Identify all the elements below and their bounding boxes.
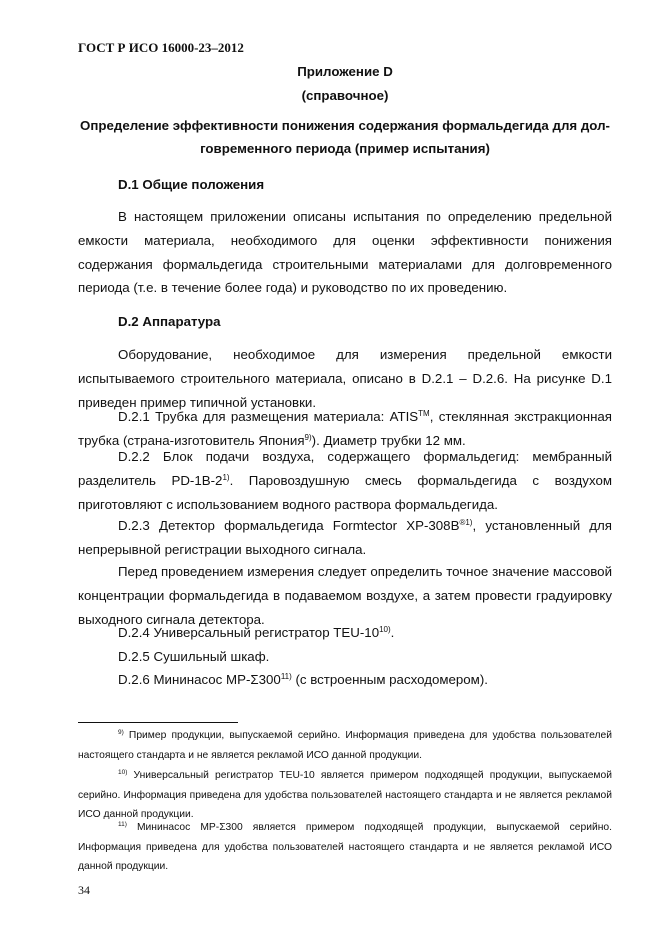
footnote-text: Мининасос MP-Σ300 является примером подходящей продукции, выпускаемой серийно. Информация приведена для удобства пользователей настоящего стандарта и не является рекламой ИСО данной продукции.	[78, 822, 612, 872]
paragraph-general-text: В настоящем приложении описаны испытания по определению предельной емкости материала, необходимого для оценки эффективности понижения содержания формальдегида строительными материалами для долговременного периода (т.е. в течение более года) и руководство по их проведению.	[78, 209, 612, 296]
list-item-d24-text-b: .	[390, 625, 395, 640]
footnote-divider	[78, 722, 238, 723]
appendix-subtitle: (справочное)	[301, 88, 389, 103]
list-item-d23-text: D.2.3 Детектор формальдегида Formtector XP-308B	[118, 518, 460, 533]
section-heading-apparatus: D.2 Аппаратура	[118, 314, 221, 329]
footnote-ref-1: 1)	[222, 472, 230, 482]
list-item-d26	[78, 668, 612, 692]
list-item-d22	[78, 445, 612, 516]
footnote-ref-11: 11)	[280, 672, 292, 681]
footnote-text: Универсальный регистратор TEU-10 является примером подходящей продукции, выпускаемой серийно. Информация приведена для удобства пользователей настоящего стандарта и не является рекламой ИСО данной продукции.	[78, 770, 612, 820]
paragraph-calibration-text: Перед проведением измерения следует определить точное значение массовой концентрации формальдегида в подаваемом воздухе, а затем провести градуировку выходного сигнала детектора.	[78, 564, 612, 627]
list-item-d24-text: D.2.4 Универсальный регистратор TEU-10	[118, 625, 380, 640]
list-item-d25-text: D.2.5 Сушильный шкаф.	[118, 649, 270, 664]
list-item-d23	[78, 514, 612, 562]
trademark-mark: TM	[418, 409, 430, 418]
paragraph-apparatus-intro-text: Оборудование, необходимое для измерения предельной емкости испытываемого строительного материала, описано в D.2.1 – D.2.6. На рисунке D.1 приведен пример типичной установки.	[78, 347, 612, 410]
footnote-mark: 9)	[118, 729, 124, 736]
list-item-d21-text: D.2.1 Трубка для размещения материала: ATIS	[118, 409, 419, 424]
footnote-10	[78, 766, 612, 825]
page-number: 34	[78, 883, 90, 897]
list-item-d21-text-c: ). Диаметр трубки 12 мм.	[311, 432, 466, 448]
footnote-ref-10: 10)	[379, 625, 391, 634]
list-item-d22-text-b: . Паровоздушную смесь формальдегида с воздухом приготовляют с использованием водного раствора формальдегида.	[78, 472, 612, 512]
list-item-d21-text-b: , стеклянная экстракционная трубка (страна-изготовитель Япония	[78, 409, 613, 448]
footnote-9	[78, 726, 612, 765]
list-item-d23-text-b: , установленный для непрерывной регистрации выходного сигнала.	[78, 518, 613, 557]
footnote-ref-9: 9)	[304, 432, 312, 442]
paragraph-general	[78, 205, 612, 300]
appendix-heading-line1: Определение эффективности понижения содержания формальдегида для дол-	[80, 118, 610, 133]
document-id: ГОСТ Р ИСО 16000-23–2012	[78, 40, 244, 55]
footnote-11	[78, 818, 612, 877]
appendix-title: Приложение D	[297, 64, 393, 79]
footnote-mark: 10)	[118, 769, 128, 776]
appendix-heading-line2: говременного периода (пример испытания)	[200, 141, 490, 156]
list-item-d26-text-b: (с встроенным расходомером).	[291, 672, 488, 687]
section-heading-general: D.1 Общие положения	[118, 177, 265, 192]
list-item-d22-text: D.2.2 Блок подачи воздуха, содержащего формальдегид: мембранный разделитель PD-1B-2	[78, 449, 612, 488]
footnote-text: Пример продукции, выпускаемой серийно. Информация приведена для удобства пользователей настоящего стандарта и не является рекламой ИСО данной продукции.	[78, 730, 612, 761]
footnote-mark: 11)	[118, 821, 127, 828]
footnote-ref-1b: ®1)	[459, 518, 473, 527]
list-item-d26-text: D.2.6 Мининасос MP-Σ300	[118, 672, 281, 687]
list-item-d24	[78, 621, 612, 645]
paragraph-apparatus-intro	[78, 343, 612, 414]
list-item-d25	[78, 645, 612, 669]
